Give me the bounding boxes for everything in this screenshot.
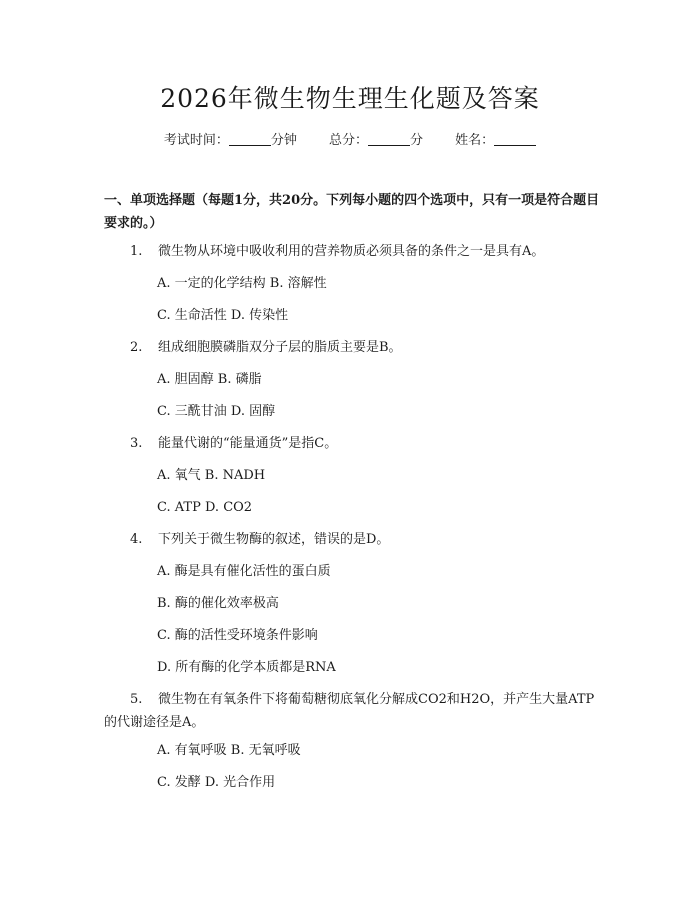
question-2-options-a-b: A. 胆固醇 B. 磷脂: [157, 372, 262, 387]
question-1: [130, 242, 544, 262]
student-name-label: 姓名：: [455, 133, 495, 148]
exam-time-unit: 分钟: [270, 133, 297, 148]
question-3: [130, 434, 337, 454]
exam-time-field: [164, 131, 297, 151]
exam-time-blank: [229, 131, 271, 146]
question-text: 组成细胞膜磷脂双分子层的脂质主要是B。: [158, 340, 402, 355]
question-text: 微生物从环境中吸收利用的营养物质必须具备的条件之一是具有A。: [158, 244, 545, 259]
question-number: 1.: [130, 244, 143, 259]
question-text: 能量代谢的“能量通货”是指C。: [158, 436, 338, 451]
total-score-field: [329, 131, 423, 151]
question-number: 4.: [130, 532, 143, 547]
student-name-field: [455, 131, 536, 151]
question-1-options-c-d: C. 生命活性 D. 传染性: [157, 308, 289, 323]
exam-time-label: 考试时间：: [163, 133, 229, 148]
question-4: [130, 530, 389, 550]
total-score-label: 总分：: [328, 133, 368, 148]
question-4-option-d: D. 所有酶的化学本质都是RNA: [157, 660, 336, 675]
document-title: 2026年微生物生理生化题及答案: [160, 84, 540, 113]
question-3-options-c-d: C. ATP D. CO2: [157, 500, 253, 515]
question-5-options-a-b: A. 有氧呼吸 B. 无氧呼吸: [157, 743, 301, 758]
total-score-blank: [368, 131, 410, 146]
question-text: 下列关于微生物酶的叙述，错误的是D。: [158, 532, 390, 547]
total-score-unit: 分: [410, 133, 424, 148]
question-4-option-b: B. 酶的催化效率极高: [157, 596, 279, 611]
question-number: 3.: [130, 436, 143, 451]
question-number: 2.: [130, 340, 143, 355]
question-text: 微生物在有氧条件下将葡萄糖彻底氧化分解成CO2和H2O，并产生大量ATP的代谢途径是A。: [104, 692, 595, 730]
question-1-options-a-b: A. 一定的化学结构 B. 溶解性: [157, 276, 327, 291]
question-3-options-a-b: A. 氧气 B. NADH: [157, 468, 266, 483]
question-5: [104, 688, 604, 734]
question-4-option-c: C. 酶的活性受环境条件影响: [157, 628, 318, 643]
question-number: 5.: [130, 692, 143, 707]
question-4-option-a: A. 酶是具有催化活性的蛋白质: [157, 564, 331, 579]
student-name-blank: [494, 131, 536, 146]
question-2-options-c-d: C. 三酰甘油 D. 固醇: [157, 404, 276, 419]
exam-info-line: [0, 131, 700, 151]
question-2: [130, 338, 402, 358]
question-5-options-c-d: C. 发酵 D. 光合作用: [157, 775, 276, 790]
section-heading: 一、单项选择题（每题1分，共20分。下列每小题的四个选项中，只有一项是符合题目要求的。）: [104, 193, 600, 231]
